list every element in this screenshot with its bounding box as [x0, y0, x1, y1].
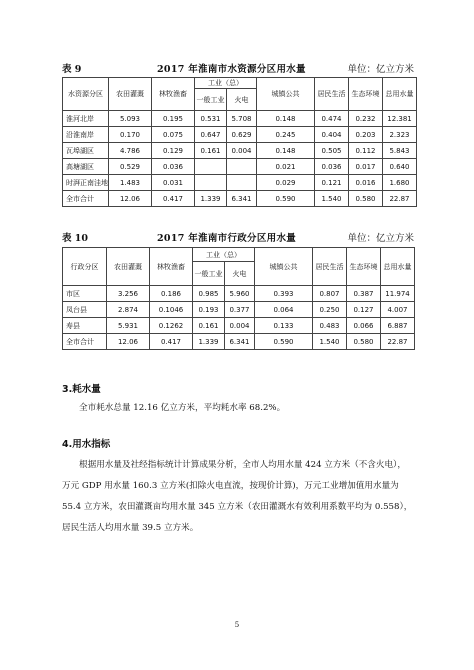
table1-cell: 12.381: [383, 111, 417, 127]
table1-cell: 1.680: [383, 175, 417, 191]
table1-cell: 0.232: [349, 111, 383, 127]
table2-header-irrigation: 农田灌溉: [107, 248, 150, 286]
table1-cell: 0.640: [383, 159, 417, 175]
table1-cell: 0.203: [349, 127, 383, 143]
table1-cell: 0.404: [315, 127, 349, 143]
table1-row: [63, 111, 417, 127]
table1-cell: 0.529: [109, 159, 152, 175]
table1-cell: 0.017: [349, 159, 383, 175]
table1-cell: 0.031: [152, 175, 195, 191]
page-number: 5: [234, 621, 240, 629]
table1-header-ecology: 生态环境: [349, 78, 383, 111]
table2-header-industry: 工业（总）: [193, 248, 255, 262]
table2-cell: 0.393: [255, 286, 313, 302]
table2-cell: 0.004: [225, 318, 255, 334]
table1-unit: 单位：亿立方米: [347, 64, 414, 75]
table2-cell: 1.339: [193, 334, 225, 350]
table2-row-label: 凤台县: [63, 302, 107, 318]
table2-number: 表 10: [62, 233, 89, 244]
table1-cell: 0.580: [349, 191, 383, 207]
table2-cell: 0.417: [150, 334, 193, 350]
table2-title: 2017 年淮南市行政分区用水量: [157, 233, 297, 244]
table1-row-label: 高塘湖区: [63, 159, 109, 175]
table2-cell: 0.1262: [150, 318, 193, 334]
table2-cell: 0.193: [193, 302, 225, 318]
table2-administrative-districts: [62, 247, 415, 350]
table2-unit: 单位：亿立方米: [347, 233, 414, 244]
table1-cell: 0.112: [349, 143, 383, 159]
table1-row-label: 瓦埠湖区: [63, 143, 109, 159]
table1-cell: 0.029: [257, 175, 315, 191]
table1-row-label: 沿淮南岸: [63, 127, 109, 143]
table2-cell: 0.377: [225, 302, 255, 318]
table1-header-general-industry: 一般工业: [195, 89, 227, 111]
table2-row: [63, 334, 415, 350]
table1-cell: 4.786: [109, 143, 152, 159]
table1-cell: 0.474: [315, 111, 349, 127]
table2-header-total: 总用水量: [381, 248, 415, 286]
table1-cell: 0.021: [257, 159, 315, 175]
table1-cell: 1.483: [109, 175, 152, 191]
table2-header-general-industry: 一般工业: [193, 262, 225, 286]
table2-row: [63, 318, 415, 334]
section3-heading: 3.耗水量: [62, 384, 101, 395]
table2-row-label: 全市合计: [63, 334, 107, 350]
table1-row-label: 全市合计: [63, 191, 109, 207]
table2-header-district: 行政分区: [63, 248, 107, 286]
table1-cell: 0.148: [257, 111, 315, 127]
table1-row: [63, 143, 417, 159]
table1-cell: [195, 175, 227, 191]
table1-header-thermal-power: 火电: [227, 89, 257, 111]
table2-header-thermal-power: 火电: [225, 262, 255, 286]
table2-cell: 0.250: [313, 302, 347, 318]
table1-cell: 5.093: [109, 111, 152, 127]
table1-header-residential: 居民生活: [315, 78, 349, 111]
table2-cell: 5.960: [225, 286, 255, 302]
section3-paragraph: [62, 398, 414, 419]
table1-row: [63, 191, 417, 207]
table1-cell: 0.505: [315, 143, 349, 159]
table2-cell: 0.161: [193, 318, 225, 334]
table1-header-total: 总用水量: [383, 78, 417, 111]
table2-caption: [62, 230, 414, 244]
table1-cell: 0.170: [109, 127, 152, 143]
section4-paragraph: [62, 455, 414, 539]
table2-body: [63, 286, 415, 350]
table2-cell: 0.186: [150, 286, 193, 302]
table2-cell: 6.341: [225, 334, 255, 350]
table1-cell: 0.647: [195, 127, 227, 143]
section4-text: 根据用水量及社经指标统计计算成果分析，全市人均用水量 424 立方米（不含火电），万元 GDP 用水量 160.3 立方米(扣除火电直流，按现价计算)，万元工业增加值用水量为 55.4 立方米，农田灌溉亩均用水量 345 立方米（农田灌溉水有效利用系数平均为 0.558），居民生活人均用水量 39.5 立方米。: [62, 460, 413, 533]
table2-cell: 0.066: [347, 318, 381, 334]
section4-heading: 4.用水指标: [62, 439, 111, 450]
table1-cell: 0.531: [195, 111, 227, 127]
table1-cell: 5.708: [227, 111, 257, 127]
table1-cell: 0.036: [315, 159, 349, 175]
table2-header-residential: 居民生活: [313, 248, 347, 286]
table1-row: [63, 159, 417, 175]
table1-title: 2017 年淮南市水资源分区用水量: [157, 64, 306, 75]
table1-cell: [195, 159, 227, 175]
table2-cell: 0.133: [255, 318, 313, 334]
table1-header-urban: 城镇公共: [257, 78, 315, 111]
table1-number: 表 9: [62, 64, 82, 75]
table2-cell: 5.931: [107, 318, 150, 334]
section3-text: 全市耗水总量 12.16 亿立方米，平均耗水率 68.2%。: [79, 403, 286, 413]
table1-cell: 0.195: [152, 111, 195, 127]
table1-header-irrigation: 农田灌溉: [109, 78, 152, 111]
table2-header-forestry: 林牧渔畜: [150, 248, 193, 286]
table1-header-forestry: 林牧渔畜: [152, 78, 195, 111]
table1-cell: 0.245: [257, 127, 315, 143]
table1-cell: 1.339: [195, 191, 227, 207]
table1-cell: 0.629: [227, 127, 257, 143]
table1-cell: 0.129: [152, 143, 195, 159]
table1-cell: 0.590: [257, 191, 315, 207]
table2-row-label: 市区: [63, 286, 107, 302]
table2-row-label: 寿县: [63, 318, 107, 334]
table1-water-resource-zones: [62, 77, 417, 207]
table1-cell: 0.148: [257, 143, 315, 159]
table2-cell: 0.580: [347, 334, 381, 350]
table1-cell: 0.075: [152, 127, 195, 143]
table2-cell: 11.974: [381, 286, 415, 302]
table1-cell: 12.06: [109, 191, 152, 207]
table1-body: [63, 111, 417, 207]
table1-cell: 1.540: [315, 191, 349, 207]
table2-cell: 0.985: [193, 286, 225, 302]
table2-cell: 0.1046: [150, 302, 193, 318]
table2-header-urban: 城镇公共: [255, 248, 313, 286]
table2-cell: 12.06: [107, 334, 150, 350]
table1-cell: 2.323: [383, 127, 417, 143]
table2-cell: 6.887: [381, 318, 415, 334]
table2-row: [63, 286, 415, 302]
table1-row-label: 时湃正南洼地: [63, 175, 109, 191]
table1-cell: [227, 159, 257, 175]
table1-cell: 0.016: [349, 175, 383, 191]
table1-row: [63, 175, 417, 191]
table1-cell: 0.121: [315, 175, 349, 191]
table2-cell: 22.87: [381, 334, 415, 350]
table1-cell: 0.161: [195, 143, 227, 159]
table2-row: [63, 302, 415, 318]
table1-cell: 6.341: [227, 191, 257, 207]
table2-cell: 4.007: [381, 302, 415, 318]
table2-cell: 0.127: [347, 302, 381, 318]
table1-cell: 5.843: [383, 143, 417, 159]
table1-cell: [227, 175, 257, 191]
table1-caption: [62, 61, 414, 75]
table2-header-ecology: 生态环境: [347, 248, 381, 286]
table1-cell: 0.004: [227, 143, 257, 159]
table2-cell: 0.590: [255, 334, 313, 350]
table1-cell: 0.417: [152, 191, 195, 207]
table2-cell: 0.483: [313, 318, 347, 334]
table2-cell: 2.874: [107, 302, 150, 318]
table2-cell: 0.807: [313, 286, 347, 302]
table1-row: [63, 127, 417, 143]
table2-cell: 0.064: [255, 302, 313, 318]
table1-cell: 0.036: [152, 159, 195, 175]
table2-cell: 0.387: [347, 286, 381, 302]
table1-cell: 22.87: [383, 191, 417, 207]
table2-cell: 3.256: [107, 286, 150, 302]
table2-cell: 1.540: [313, 334, 347, 350]
table1-header-industry: 工业（总）: [195, 78, 257, 89]
table1-row-label: 淮河北岸: [63, 111, 109, 127]
table1-header-zone: 水资源分区: [63, 78, 109, 111]
